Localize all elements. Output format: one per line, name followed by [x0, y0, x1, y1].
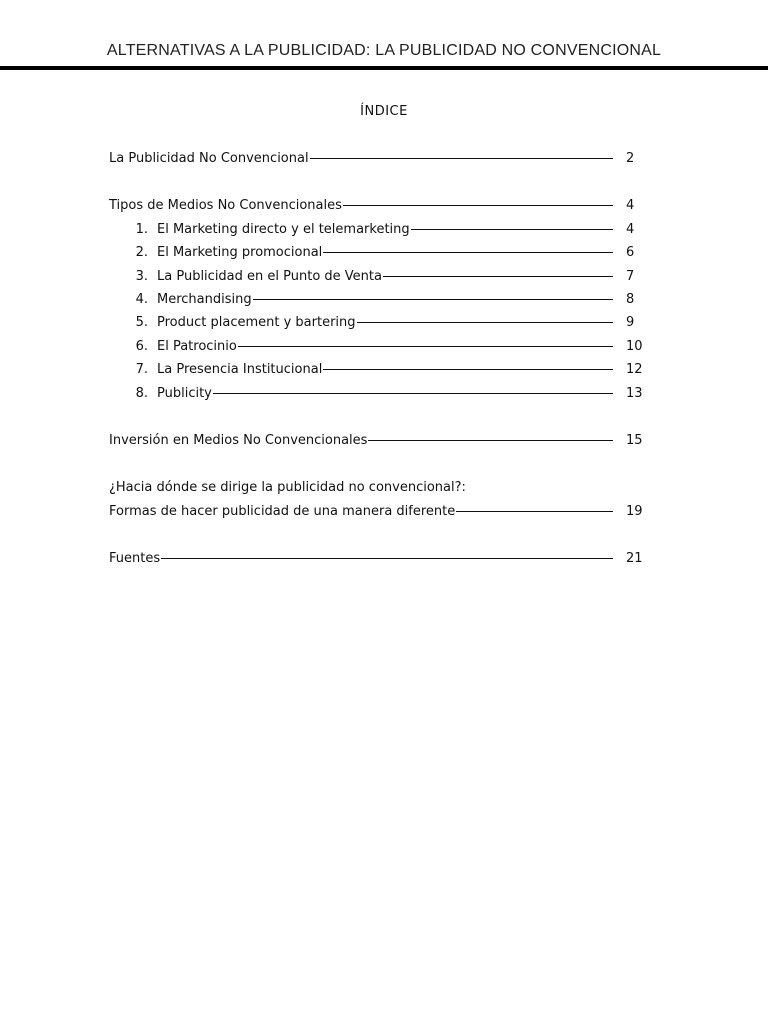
toc-entry-label: La Presencia Institucional: [157, 362, 323, 378]
toc-entry-number: 5.: [135, 315, 148, 331]
toc-entry-label: La Publicidad No Convencional: [109, 151, 309, 166]
toc-entry-page: 7: [626, 268, 635, 284]
toc-entry-label: El Patrocinio: [157, 338, 237, 354]
toc-subentry[interactable]: [109, 338, 649, 361]
page-header-title: ALTERNATIVAS A LA PUBLICIDAD: LA PUBLICIDAD NO CONVENCIONAL: [106, 42, 662, 59]
toc-leader-line: [161, 558, 613, 559]
toc-entry-number: 6.: [135, 338, 148, 354]
toc-subentry[interactable]: [109, 361, 649, 384]
toc-subentry[interactable]: [109, 385, 649, 408]
toc-entry-label: Formas de hacer publicidad de una manera diferente: [109, 503, 456, 519]
toc-subentry[interactable]: [109, 244, 649, 267]
toc-leader-line: [213, 393, 613, 394]
toc-leader-line: [253, 299, 613, 300]
toc-entry-label: El Marketing directo y el telemarketing: [157, 221, 410, 237]
toc-entry-number: 3.: [135, 268, 148, 284]
toc-leader-line: [411, 229, 613, 230]
toc-entry[interactable]: [109, 197, 649, 220]
toc-leader-line: [323, 252, 613, 253]
toc-entry-page: 10: [626, 338, 643, 354]
header-rule: [0, 66, 768, 70]
toc-entry-heading-line[interactable]: [109, 479, 649, 502]
toc-entry[interactable]: [109, 503, 649, 526]
toc-entry-label: La Publicidad en el Punto de Venta: [157, 268, 382, 284]
toc-entry-page: 9: [626, 315, 635, 331]
toc-entry-label: Inversión en Medios No Convencionales: [109, 432, 368, 448]
toc-leader-line: [323, 369, 613, 370]
table-of-contents: [109, 150, 649, 573]
toc-entry-label: Fuentes: [109, 551, 161, 567]
toc-subentry[interactable]: [109, 221, 649, 244]
toc-entry-label: Product placement y bartering: [157, 315, 356, 331]
toc-leader-line: [343, 205, 613, 206]
toc-leader-line: [456, 511, 613, 512]
toc-leader-line: [357, 322, 613, 323]
toc-subentry[interactable]: [109, 314, 649, 337]
toc-title: ÍNDICE: [360, 104, 408, 119]
toc-entry-number: 7.: [135, 362, 148, 378]
toc-entry-number: 1.: [135, 221, 148, 237]
toc-entry-page: 19: [626, 503, 643, 519]
toc-subentry[interactable]: [109, 268, 649, 291]
toc-entry-page: 12: [626, 362, 643, 378]
toc-entry[interactable]: [109, 150, 649, 173]
toc-entry[interactable]: [109, 432, 649, 455]
toc-entry-label: ¿Hacia dónde se dirige la publicidad no convencional?:: [109, 480, 466, 496]
toc-leader-line: [383, 276, 613, 277]
toc-entry-number: 4.: [135, 291, 148, 307]
toc-entry-number: 8.: [135, 385, 148, 401]
toc-entry[interactable]: [109, 550, 649, 573]
toc-entry-label: El Marketing promocional: [157, 245, 323, 261]
toc-entry-page: 21: [626, 551, 643, 567]
toc-leader-line: [238, 346, 613, 347]
toc-entry-number: 2.: [135, 245, 148, 261]
toc-entry-label: Publicity: [157, 385, 212, 401]
toc-entry-page: 13: [626, 385, 643, 401]
toc-entry-page: 6: [626, 245, 635, 261]
toc-entry-label: Merchandising: [157, 291, 252, 307]
toc-entry-page: 2: [626, 151, 635, 166]
toc-entry-page: 15: [626, 432, 643, 448]
toc-leader-line: [310, 158, 613, 159]
toc-entry-label: Tipos de Medios No Convencionales: [109, 198, 342, 214]
toc-leader-line: [368, 440, 613, 441]
toc-subentry[interactable]: [109, 291, 649, 314]
toc-entry-page: 8: [626, 291, 635, 307]
toc-entry-page: 4: [626, 198, 635, 214]
toc-entry-page: 4: [626, 221, 635, 237]
